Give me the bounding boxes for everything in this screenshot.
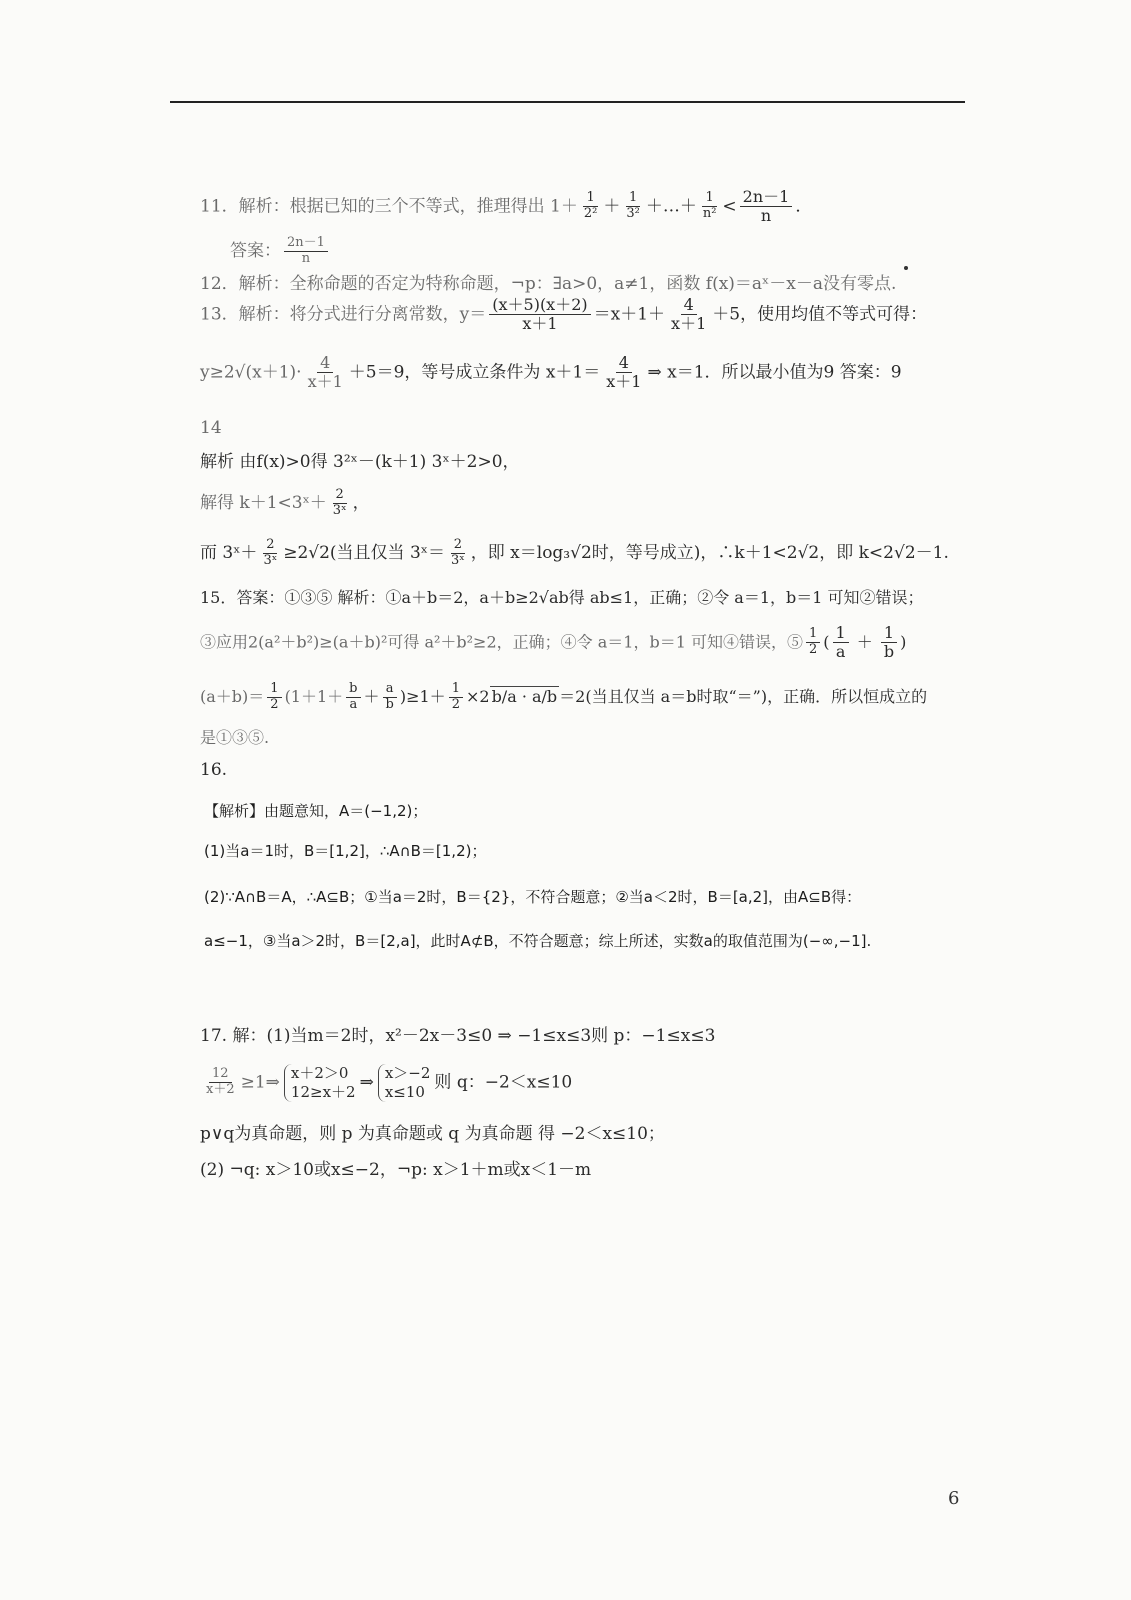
q17-line4: (2) ¬q: x＞10或x≤−2，¬p: x＞1＋m或x＜1－m	[200, 1160, 592, 1180]
q16-line1: 【解析】由题意知，A＝(−1,2)；	[204, 802, 428, 820]
q15-line4: 是①③⑤.	[200, 728, 270, 747]
scan-speck	[904, 266, 908, 270]
q15-line3: (a＋b)＝ $\frac{1}{2}$ (1＋1＋ $\frac{b}{a}$ ＋ $\frac{a}{b}$ )≥1＋ $\frac{1}{2}$ ×2 b/a · a/b ＝2(当且仅当 a＝b时取“＝”)，正确．所以恒成立的	[200, 681, 928, 712]
q16-number: 16.	[200, 760, 228, 780]
q13-line1: 13．解析：将分式进行分离常数，y＝ $\frac{(x+5)(x+2)}{x+1}$ ＝x＋1＋ $\frac{4}{x+1}$ ＋5，使用均值不等式可得：	[200, 295, 928, 334]
q14-line1: 解析 由f(x)>0得 3²ˣ－(k＋1) 3ˣ＋2>0，	[200, 452, 520, 472]
page-number: 6	[948, 1488, 960, 1509]
q15-line2: ③应用2(a²＋b²)≥(a＋b)²可得 a²＋b²≥2，正确；④令 a＝1，b＝1 可知④错误，⑤ $\frac{1}{2}$ ( $\frac{1}{a}$ ＋ $\frac{1}{b}$ )	[200, 623, 907, 662]
q17-line3: p∨q为真命题，则 p 为真命题或 q 为真命题 得 −2＜x≤10；	[200, 1124, 665, 1144]
q14-number: 14	[200, 418, 222, 438]
q13-line2: y≥2√(x＋1)· $\frac{4}{x+1}$ ＋5＝9，等号成立条件为 x＋1＝ $\frac{4}{x+1}$ ⇒ x＝1．所以最小值为9 答案：9	[200, 353, 902, 392]
q17-line1: 17. 解：(1)当m＝2时，x²－2x－3≤0 ⇒ −1≤x≤3则 p：−1≤x≤3	[200, 1026, 716, 1046]
q17-line2: $\frac{12}{x+2}$ ≥1⇒ x＋2＞0 12≥x＋2 ⇒ x＞−2 x≤10 则 q：−2＜x≤10	[206, 1064, 573, 1101]
q14-line2: 解得 k＋1<3ˣ＋ $\frac{2}{\text{3ˣ}}$ ，	[200, 487, 370, 518]
q16-line3: (2)∵A∩B＝A，∴A⊆B；①当a＝2时，B＝{2}，不符合题意；②当a＜2时，B＝[a,2]，由A⊆B得：	[204, 888, 862, 906]
q11-answer: 答案： $\frac{2n-1}{n}$	[230, 236, 331, 267]
q15-line1: 15．答案：①③⑤ 解析：①a＋b＝2，a＋b≥2√ab得 ab≤1，正确；②令 a＝1，b＝1 可知②错误；	[200, 588, 924, 607]
q14-line3: 而 3ˣ＋ $\frac{2}{\text{3ˣ}}$ ≥2√2(当且仅当 3ˣ＝ $\frac{2}{\text{3ˣ}}$ ，即 x＝log₃√2时，等号成立)，∴k＋1<2√2，即 k<2√2－1.	[200, 537, 949, 568]
q12-line: 12．解析：全称命题的否定为特称命题，¬p：∃a>0，a≠1，函数 f(x)＝aˣ－x－a没有零点.	[200, 274, 897, 294]
header-rule	[170, 101, 965, 103]
q16-line4: a≤−1，③当a＞2时，B＝[2,a]，此时A⊄B，不符合题意；综上所述，实数a的取值范围为(−∞,−1].	[204, 932, 872, 950]
q11-line: 11．解析：根据已知的三个不等式，推理得出 1＋ $\frac{1}{\text{2²}}$ ＋ $\frac{1}{\text{3²}}$ ＋…＋ $\frac{1}{\text{n²}}$ < $\frac{2n-1}{n}$ ．	[200, 187, 813, 226]
q16-line2: (1)当a＝1时，B＝[1,2]，∴A∩B＝[1,2)；	[204, 842, 487, 860]
